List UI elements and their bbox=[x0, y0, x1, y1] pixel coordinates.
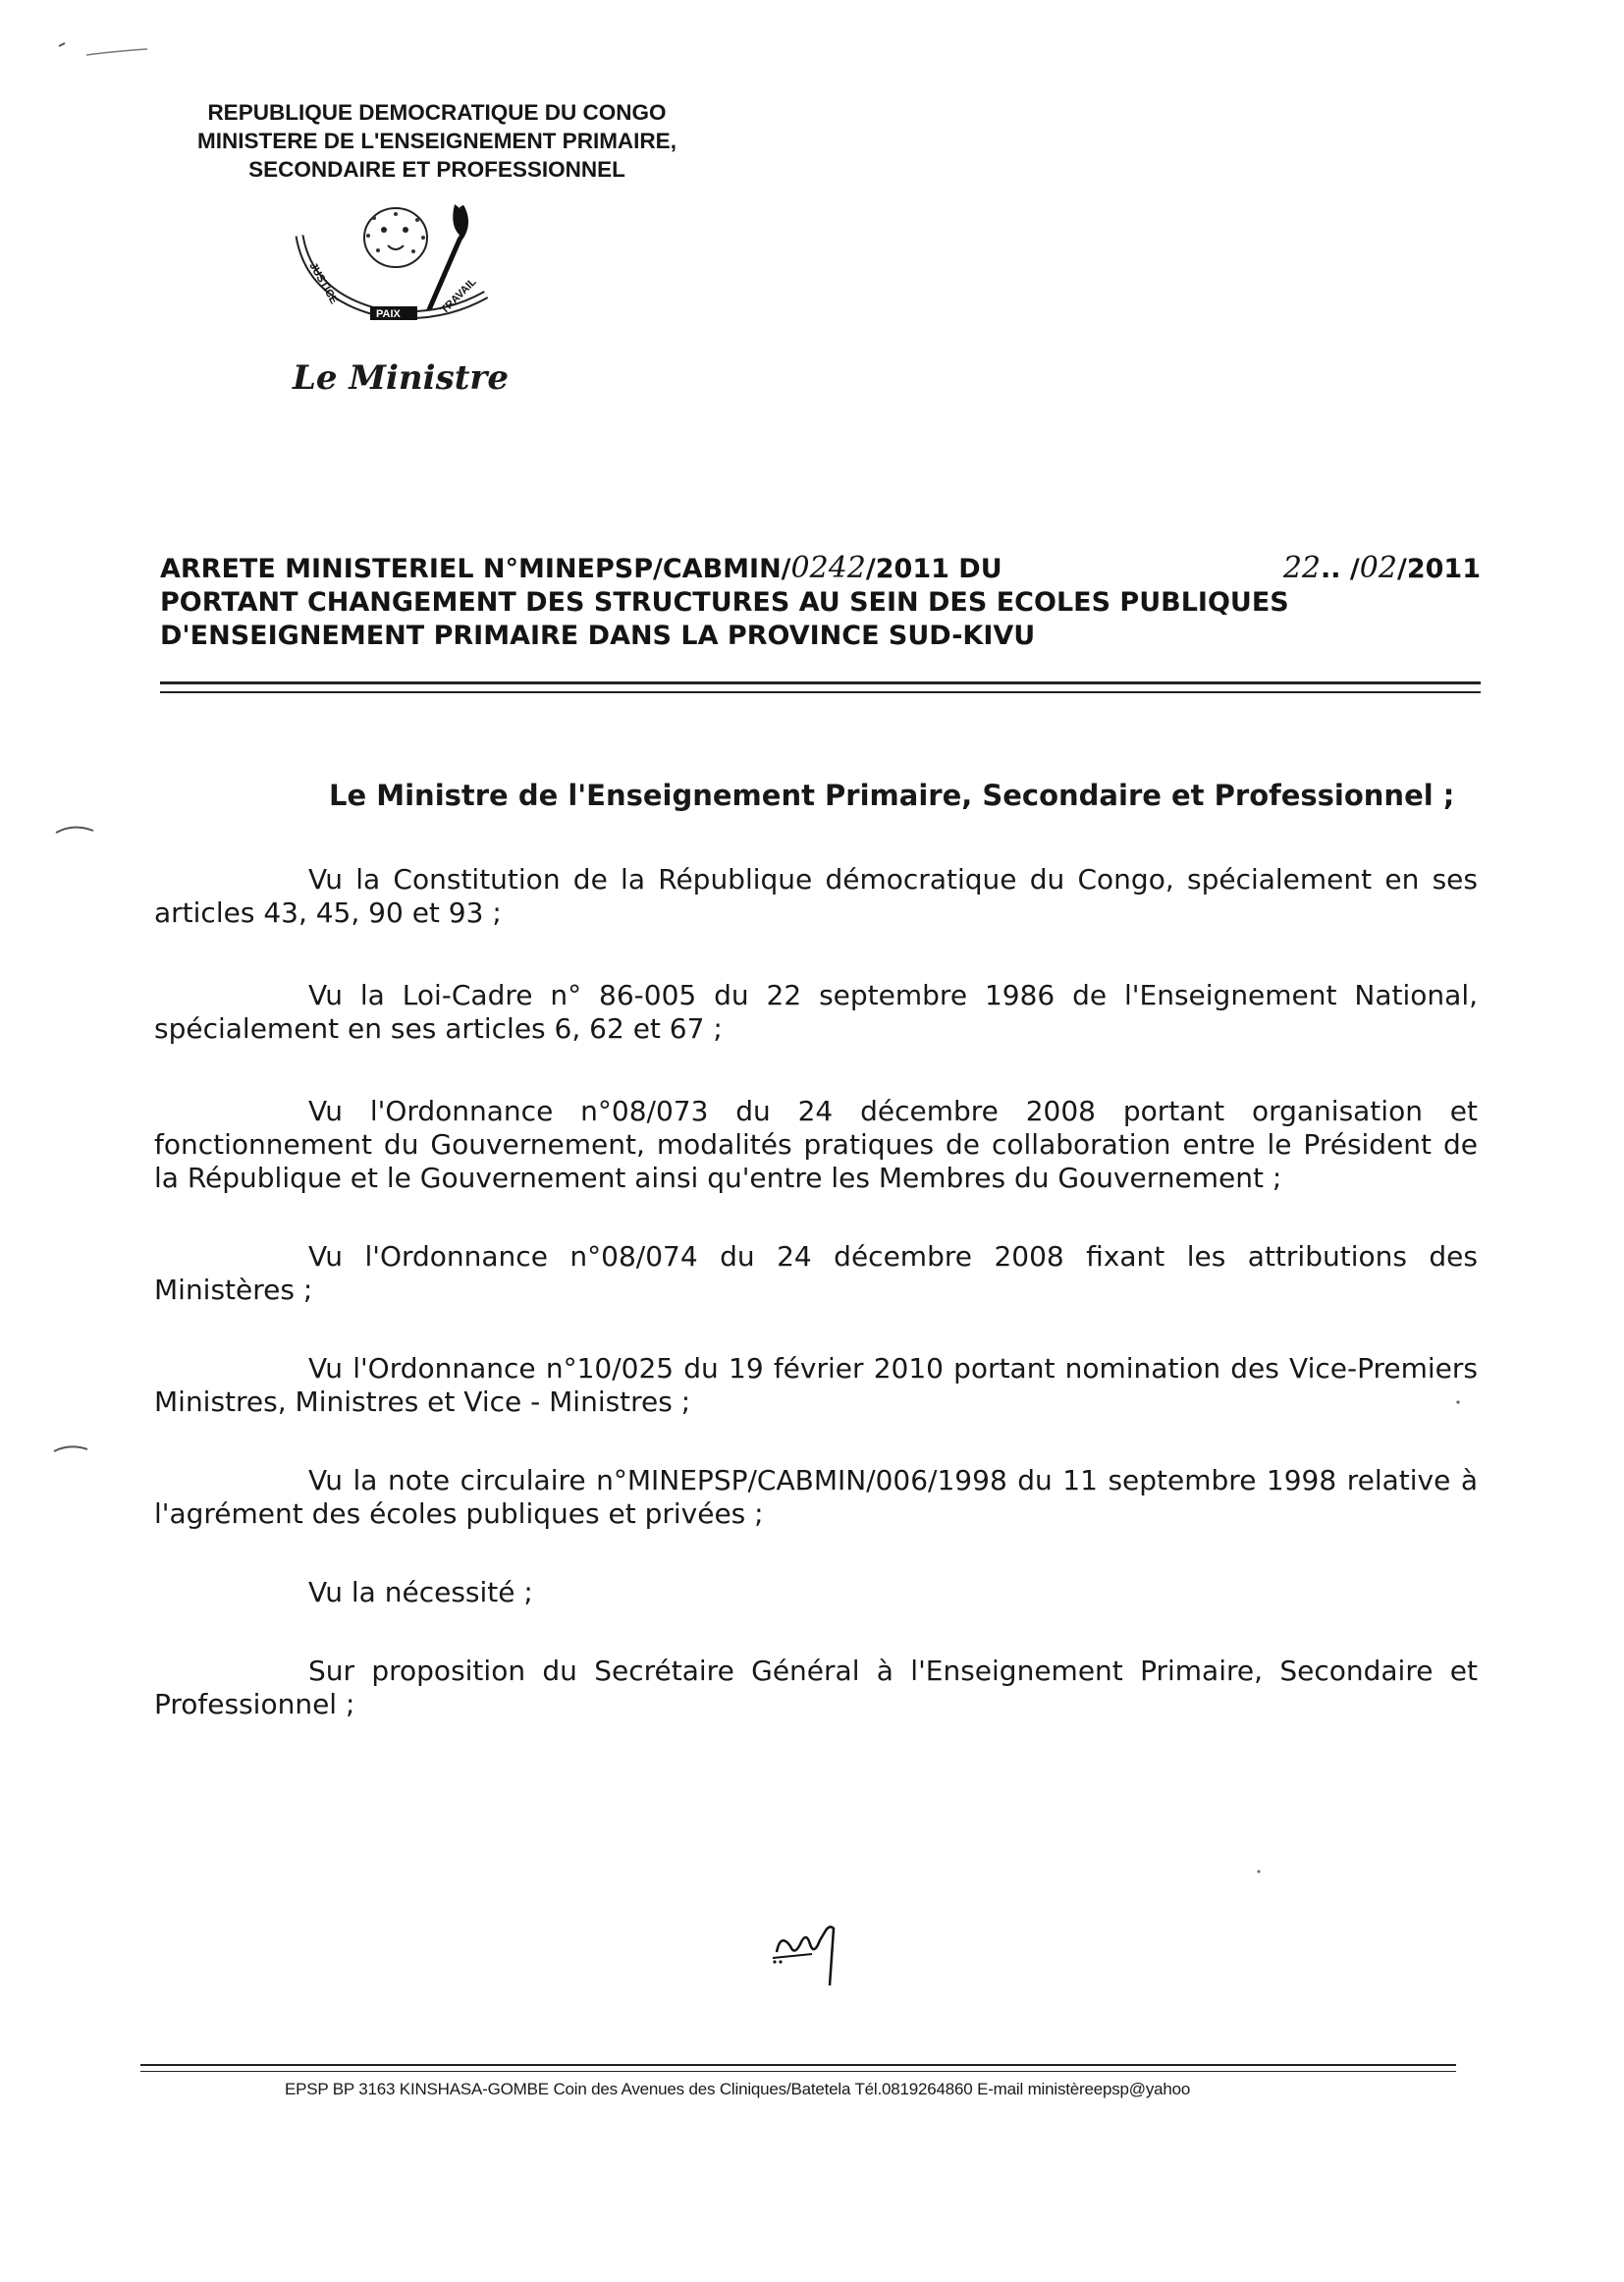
decree-subject-line1: PORTANT CHANGEMENT DES STRUCTURES AU SEIN DES ECOLES PUBLIQUES bbox=[160, 587, 1289, 618]
ministry-name-line1: MINISTERE DE L'ENSEIGNEMENT PRIMAIRE, bbox=[197, 129, 677, 153]
recital-note-circulaire: Vu la note circulaire n°MINEPSP/CABMIN/006/1998 du 11 septembre 1998 relative à l'agrément des écoles publiques et privées ; bbox=[154, 1464, 1478, 1530]
recital-ordonnance-074: Vu l'Ordonnance n°08/074 du 24 décembre 2008 fixant les attributions des Ministères ; bbox=[154, 1240, 1478, 1306]
svg-text:JUSTICE: JUSTICE bbox=[306, 260, 341, 306]
decree-prefix: ARRETE MINISTERIEL N°MINEPSP/CABMIN/ bbox=[160, 554, 791, 584]
decree-number: 0242 bbox=[790, 551, 866, 585]
header-block bbox=[157, 98, 717, 184]
recital-proposition: Sur proposition du Secrétaire Général à l'Enseignement Primaire, Secondaire et Professionnel ; bbox=[154, 1655, 1478, 1720]
decree-reference bbox=[160, 552, 1002, 586]
minister-signature-heading: Le Ministre bbox=[293, 358, 509, 398]
decree-date: 22.. /02/2011 bbox=[1282, 551, 1481, 585]
recital-loi-cadre: Vu la Loi-Cadre n° 86-005 du 22 septembre 1986 de l'Enseignement National, spécialement en ses articles 6, 62 et 67 ; bbox=[154, 979, 1478, 1045]
ministry-name-line2: SECONDAIRE ET PROFESSIONNEL bbox=[248, 157, 625, 182]
handwritten-initials bbox=[771, 1915, 849, 1988]
decree-year-du: /2011 DU bbox=[865, 554, 1002, 584]
decree-title bbox=[160, 552, 1481, 653]
opening-statement: Le Ministre de l'Enseignement Primaire, Secondaire et Professionnel ; bbox=[329, 779, 1455, 812]
footer-address: EPSP BP 3163 KINSHASA-GOMBE Coin des Avenues des Cliniques/Batetela Tél.0819264860 E-mail ministèreepsp@yahoo bbox=[285, 2080, 1191, 2098]
recital-constitution: Vu la Constitution de la République démocratique du Congo, spécialement en ses articles 43, 45, 90 et 93 ; bbox=[154, 863, 1478, 929]
decree-date-year: /2011 bbox=[1396, 554, 1481, 584]
decree-body bbox=[154, 779, 1478, 1721]
title-divider bbox=[160, 681, 1481, 693]
recital-ordonnance-025: Vu l'Ordonnance n°10/025 du 19 février 2010 portant nomination des Vice-Premiers Ministres, Ministres et Vice - Ministres ; bbox=[154, 1352, 1478, 1418]
recital-necessite: Vu la nécessité ; bbox=[308, 1576, 533, 1608]
footer-divider bbox=[140, 2064, 1456, 2072]
coat-of-arms-emblem bbox=[280, 196, 506, 334]
decree-month: 02 bbox=[1359, 551, 1397, 585]
country-name: REPUBLIQUE DEMOCRATIQUE DU CONGO bbox=[207, 100, 667, 125]
svg-text:TRAVAIL: TRAVAIL bbox=[438, 276, 479, 317]
svg-text:PAIX: PAIX bbox=[376, 308, 401, 320]
recital-ordonnance-073: Vu l'Ordonnance n°08/073 du 24 décembre 2008 portant organisation et fonctionnement du Gouvernement, modalités pratiques de collaboration entre le Président de la République et le Gouvernement ainsi qu'entre les Membres du Gouvernement ; bbox=[154, 1095, 1478, 1194]
decree-subject-line2: D'ENSEIGNEMENT PRIMAIRE DANS LA PROVINCE SUD-KIVU bbox=[160, 621, 1036, 651]
decree-day: 22 bbox=[1282, 551, 1322, 585]
